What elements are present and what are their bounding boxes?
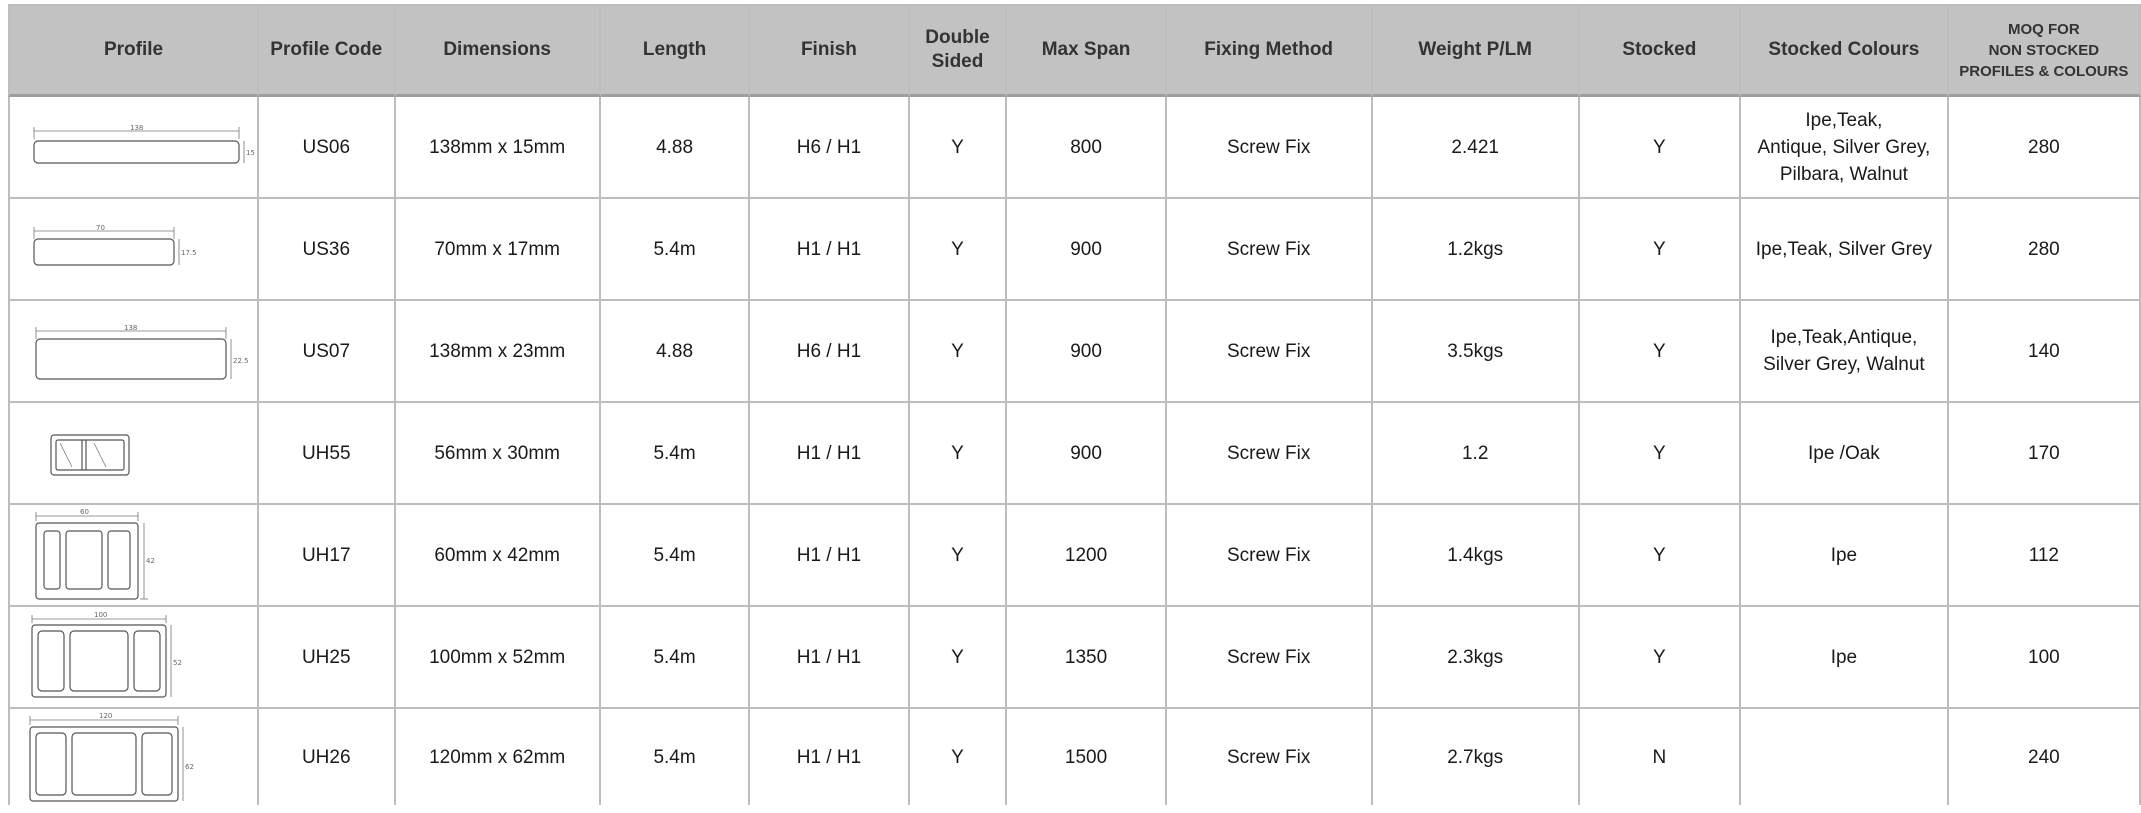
moq: 170 [1949,403,2141,505]
colour-line: Ipe,Teak, [1805,109,1883,131]
hollow-3-cell-drawing [16,709,251,805]
colour-line: Ipe,Teak,Antique, [1770,327,1918,348]
fixing-method: Screw Fix [1167,709,1373,805]
col-moq-line2: NON STOCKED [1988,41,2100,59]
profile-drawing-cell [8,505,259,607]
stocked: Y [1580,607,1741,709]
length: 5.4m [601,607,750,709]
dimension-height-label: 62 [185,763,194,771]
dimensions: 138mm x 15mm [396,97,601,199]
col-stocked-colours: Stocked Colours [1741,4,1949,97]
profile-code: US06 [259,97,396,199]
col-stocked: Stocked [1580,4,1741,97]
col-moq-line1: MOQ FOR [2008,20,2080,38]
finish: H1 / H1 [750,199,909,301]
stocked: Y [1580,199,1741,301]
finish: H1 / H1 [750,403,909,505]
profile-code: US07 [259,301,396,403]
fixing-method: Screw Fix [1167,97,1373,199]
col-double-sided [910,4,1008,97]
hollow-3-cell-drawing [16,505,251,605]
moq: 240 [1949,709,2141,805]
dimension-height-label: 17.5 [181,249,197,257]
finish: H1 / H1 [750,505,909,607]
fixing-method: Screw Fix [1167,607,1373,709]
hollow-3-cell-drawing [16,607,251,707]
col-profile-code: Profile Code [259,4,396,97]
colour-line: Silver Grey, Walnut [1763,354,1925,375]
max-span: 800 [1007,97,1166,199]
stocked-colours [1741,607,1949,709]
stocked-colours [1741,709,1949,805]
col-dimensions: Dimensions [396,4,601,97]
profile-drawing-cell [8,97,259,199]
profile-drawing-cell [8,199,259,301]
dimension-width-label: 60 [80,508,89,516]
dimensions: 138mm x 23mm [396,301,601,403]
table-row [8,607,2141,709]
table-row [8,97,2141,199]
stocked-colours [1741,97,1949,199]
moq: 140 [1949,301,2141,403]
weight: 2.421 [1373,97,1580,199]
finish: H6 / H1 [750,301,909,403]
length: 5.4m [601,505,750,607]
stocked: Y [1580,301,1741,403]
col-length: Length [601,4,750,97]
flat-board-drawing [16,199,251,299]
weight: 1.2 [1373,403,1580,505]
fixing-method: Screw Fix [1167,505,1373,607]
length: 4.88 [601,97,750,199]
finish: H6 / H1 [750,97,909,199]
stocked: Y [1580,403,1741,505]
profile-drawing-cell [8,709,259,805]
table-row [8,301,2141,403]
colour-line: Ipe [1830,544,1858,566]
dimension-width-label: 138 [130,124,144,132]
dimension-height-label: 22.5 [233,357,249,365]
stocked: Y [1580,97,1741,199]
profile-code: US36 [259,199,396,301]
flat-board-drawing [16,97,255,197]
table-row [8,199,2141,301]
col-max-span: Max Span [1007,4,1166,97]
table-row [8,709,2141,805]
dimension-height-label: 15 [246,149,255,157]
col-double-sided-line2: Sided [931,51,984,72]
double-sided: Y [910,97,1008,199]
weight: 2.7kgs [1373,709,1580,805]
dimensions: 100mm x 52mm [396,607,601,709]
dimensions: 56mm x 30mm [396,403,601,505]
profile-code: UH17 [259,505,396,607]
header-row [8,4,2141,97]
dimension-height-label: 52 [173,659,182,667]
weight: 1.4kgs [1373,505,1580,607]
colour-line: Ipe /Oak [1807,442,1880,464]
double-sided: Y [910,301,1008,403]
stocked-colours [1741,199,1949,301]
double-sided: Y [910,709,1008,805]
col-moq [1949,4,2141,97]
stocked-colours [1741,505,1949,607]
colour-line: Ipe,Teak, Silver Grey [1755,238,1933,260]
profile-code: UH55 [259,403,396,505]
dimension-width-label: 120 [99,712,113,720]
weight: 3.5kgs [1373,301,1580,403]
max-span: 1350 [1007,607,1166,709]
col-moq-line3: PROFILES & COLOURS [1959,62,2129,80]
moq: 100 [1949,607,2141,709]
finish: H1 / H1 [750,607,909,709]
weight: 2.3kgs [1373,607,1580,709]
dimensions: 120mm x 62mm [396,709,601,805]
profile-code: UH26 [259,709,396,805]
table-row [8,403,2141,505]
max-span: 1200 [1007,505,1166,607]
length: 4.88 [601,301,750,403]
dimensions: 70mm x 17mm [396,199,601,301]
moq: 112 [1949,505,2141,607]
profile-drawing-cell [8,607,259,709]
col-double-sided-line1: Double [925,27,990,48]
length: 5.4m [601,199,750,301]
dimension-width-label: 138 [124,324,138,332]
double-sided: Y [910,505,1008,607]
profile-drawing-cell [8,301,259,403]
profile-code: UH25 [259,607,396,709]
profile-spec-table [8,4,2141,805]
colour-line: Antique, Silver Grey, [1757,136,1931,158]
double-sided: Y [910,199,1008,301]
max-span: 900 [1007,199,1166,301]
dimensions: 60mm x 42mm [396,505,601,607]
fixing-method: Screw Fix [1167,199,1373,301]
max-span: 1500 [1007,709,1166,805]
col-finish: Finish [750,4,909,97]
double-sided: Y [910,607,1008,709]
profile-drawing-cell [8,403,259,505]
colour-line: Pilbara, Walnut [1779,163,1908,185]
flat-board-drawing [16,301,251,401]
fixing-method: Screw Fix [1167,301,1373,403]
weight: 1.2kgs [1373,199,1580,301]
dimension-height-label: 42 [146,557,155,565]
length: 5.4m [601,403,750,505]
max-span: 900 [1007,301,1166,403]
moq: 280 [1949,199,2141,301]
col-fixing-method: Fixing Method [1167,4,1373,97]
double-sided: Y [910,403,1008,505]
colour-line: Ipe [1830,646,1858,668]
dimension-width-label: 70 [96,224,105,232]
max-span: 900 [1007,403,1166,505]
fixing-method: Screw Fix [1167,403,1373,505]
stocked-colours [1741,301,1949,403]
dimension-width-label: 100 [94,611,108,619]
length: 5.4m [601,709,750,805]
col-profile: Profile [8,4,259,97]
stocked: N [1580,709,1741,805]
finish: H1 / H1 [750,709,909,805]
table-row [8,505,2141,607]
stocked-colours [1741,403,1949,505]
hollow-box-drawing [16,403,251,503]
col-weight: Weight P/LM [1373,4,1580,97]
moq: 280 [1949,97,2141,199]
stocked: Y [1580,505,1741,607]
